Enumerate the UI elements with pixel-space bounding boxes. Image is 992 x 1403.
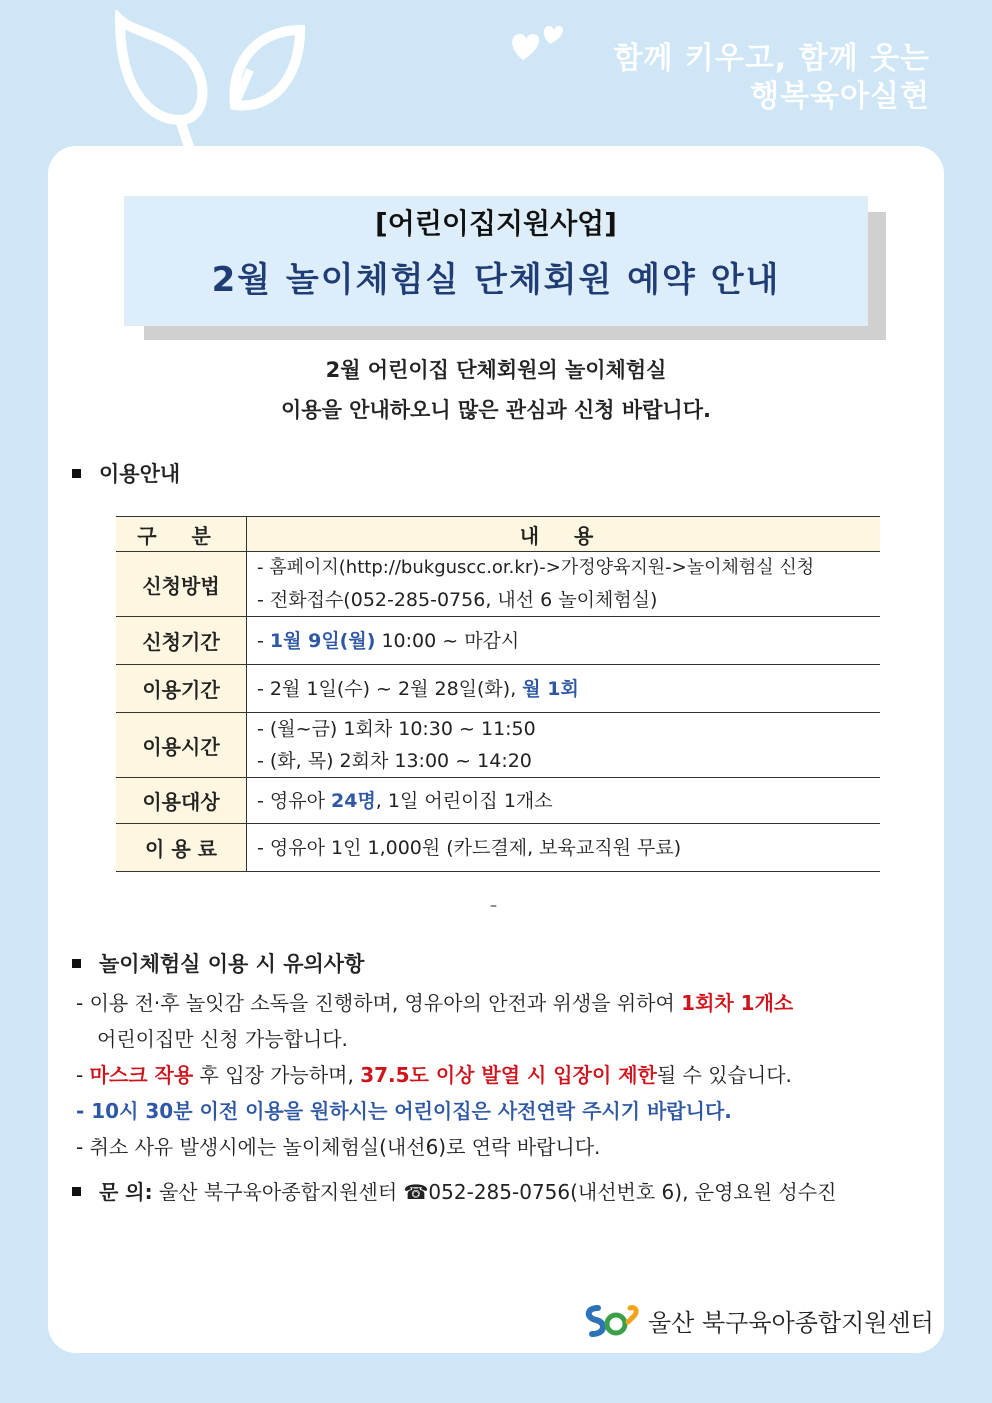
slogan-line1: 함께 키우고, 함께 웃는: [613, 41, 930, 76]
method-line2: - 전화접수(052-285-0756, 내선 6 놀이체험실): [257, 589, 658, 611]
row-label: 신청방법: [116, 552, 247, 617]
text: - 영유아: [257, 789, 331, 812]
table-header-row: [116, 517, 880, 552]
slogan-line2: 행복육아실현: [750, 79, 930, 114]
notes-list: [76, 985, 926, 1165]
row-label: 이용대상: [116, 778, 247, 824]
row-content: [247, 778, 881, 824]
row-content: [247, 665, 881, 713]
text: -: [257, 629, 270, 652]
list-item: [76, 1057, 926, 1093]
row-content: [247, 713, 881, 778]
contact-label: 문 의:: [99, 1180, 153, 1204]
center-logo-icon: [580, 1300, 640, 1340]
text: 10:00 ~ 마감시: [375, 629, 520, 652]
highlight: 1회차 1개소: [681, 991, 794, 1015]
section-precautions: [72, 948, 364, 978]
row-label: 이용기간: [116, 665, 247, 713]
highlight: 마스크 작용: [89, 1063, 194, 1087]
highlight: 월 1회: [522, 677, 579, 700]
contact-text: 울산 북구육아종합지원센터 ☎052-285-0756(내선번호 6), 운영요원 성수진: [152, 1180, 837, 1204]
table-row: [116, 665, 880, 713]
section-title: 놀이체험실 이용 시 유의사항: [99, 952, 365, 976]
page-title: 2월 놀이체험실 단체회원 예약 안내: [211, 260, 781, 300]
row-label: 신청기간: [116, 617, 247, 665]
time-line1: - (월~금) 1회차 10:30 ~ 11:50: [257, 718, 536, 740]
col-header-content: 내 용: [247, 517, 881, 552]
col-header-category: 구 분: [116, 517, 247, 552]
intro-line1: 2월 어린이집 단체회원의 놀이체험실: [325, 358, 667, 382]
text: - 2월 1일(수) ~ 2월 28일(화),: [257, 677, 523, 700]
row-content: - 영유아 1인 1,000원 (카드결제, 보육교직원 무료): [247, 824, 881, 872]
highlight: 37.5도 이상 발열 시 입장이 제한: [360, 1063, 657, 1087]
list-item: - 10시 30분 이전 이용을 원하시는 어린이집은 사전연락 주시기 바랍니다.: [76, 1099, 732, 1123]
row-label: 이 용 료: [116, 824, 247, 872]
info-table: [116, 516, 880, 872]
table-row: [116, 713, 880, 778]
highlight: 24명: [331, 789, 376, 812]
text: , 1일 어린이집 1개소: [375, 789, 553, 812]
text: - 이용 전·후 놀잇감 소독을 진행하며, 영유아의 안전과 위생을 위하여: [76, 991, 682, 1015]
list-item: [76, 985, 926, 1021]
list-item: 어린이집만 신청 가능합니다.: [97, 1027, 348, 1051]
contact-info: [72, 1176, 836, 1205]
table-row: [116, 617, 880, 665]
intro-text: [0, 350, 992, 430]
title-box: [124, 196, 868, 326]
time-line2: - (화, 목) 2회차 13:00 ~ 14:20: [257, 750, 532, 772]
dash-mark: –: [490, 898, 497, 914]
table-row: [116, 824, 880, 872]
row-content: [247, 617, 881, 665]
method-line1: - 홈페이지(http://bukguscc.or.kr)->가정양육지원->놀이체험실 신청: [257, 557, 815, 578]
row-content: [247, 552, 881, 617]
hearts-icon: [508, 20, 568, 70]
section-usage-info: [72, 458, 180, 488]
leaf-decoration-icon: [110, 10, 310, 150]
highlight: 1월 9일(월): [269, 629, 376, 652]
footer-org-name: 울산 북구육아종합지원센터: [648, 1308, 934, 1337]
square-bullet-icon: [72, 1187, 81, 1196]
list-item: - 취소 사유 발생시에는 놀이체험실(내선6)로 연락 바랍니다.: [76, 1135, 601, 1159]
intro-line2: 이용을 안내하오니 많은 관심과 신청 바랍니다.: [281, 398, 711, 422]
footer-logo: [580, 1300, 934, 1340]
text: 될 수 있습니다.: [656, 1063, 792, 1087]
row-label: 이용시간: [116, 713, 247, 778]
text: 후 입장 가능하며,: [193, 1063, 361, 1087]
title-sub: [어린이집지원사업]: [375, 207, 617, 240]
square-bullet-icon: [72, 469, 81, 478]
slogan: [613, 40, 930, 116]
text: -: [76, 1063, 90, 1087]
section-title: 이용안내: [99, 462, 181, 486]
table-row: [116, 778, 880, 824]
square-bullet-icon: [72, 959, 81, 968]
table-row: [116, 552, 880, 617]
